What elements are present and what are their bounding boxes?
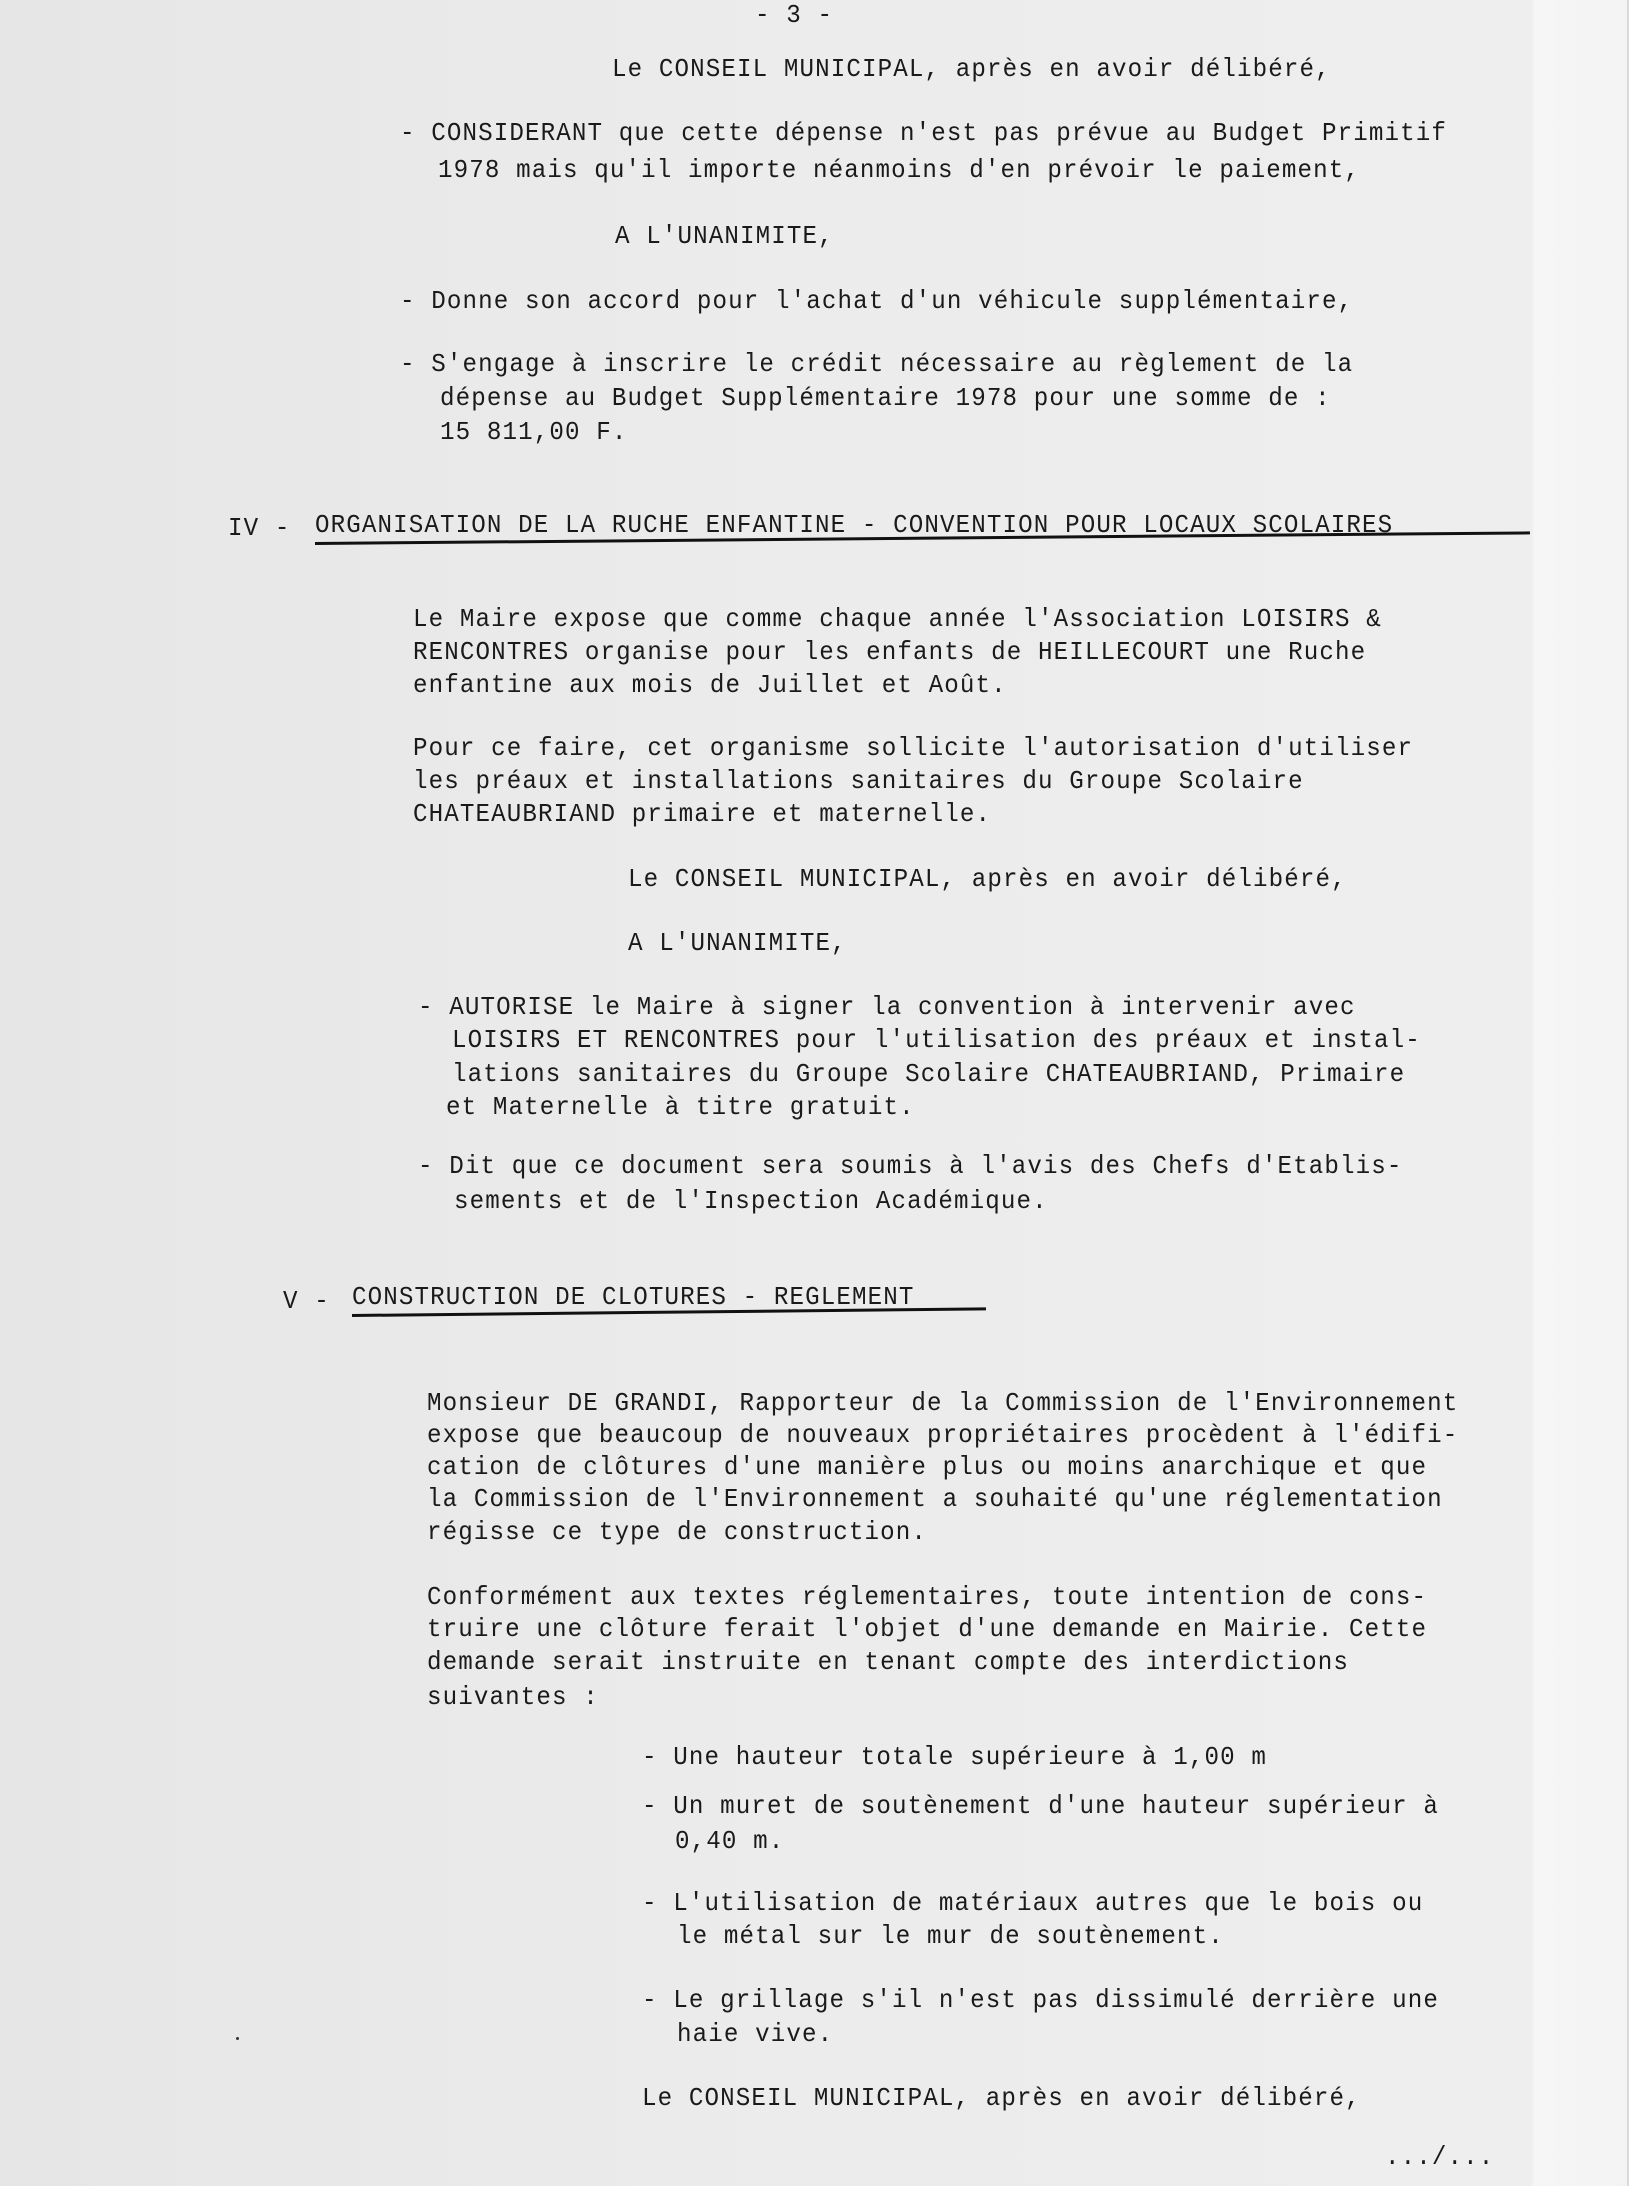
dit-line-1: - Dit que ce document sera soumis à l'avis des Chefs d'Etablis- <box>418 1151 1403 1181</box>
iv-para1-line-2: RENCONTRES organise pour les enfants de HEILLECOURT une Ruche <box>413 637 1367 667</box>
section-v-number: V - <box>283 1286 330 1316</box>
autorise-line-2: LOISIRS ET RENCONTRES pour l'utilisation des préaux et instal- <box>452 1025 1421 1055</box>
v-para1-line-5: régisse ce type de construction. <box>427 1517 928 1547</box>
autorise-line-3: lations sanitaires du Groupe Scolaire CHATEAUBRIAND, Primaire <box>452 1059 1406 1089</box>
interdiction-1: - Une hauteur totale supérieure à 1,00 m <box>642 1742 1268 1772</box>
iv-council-deliberation: Le CONSEIL MUNICIPAL, après en avoir délibéré, <box>628 864 1347 894</box>
page-number: - 3 - <box>755 0 834 30</box>
considerant-line-1: - CONSIDERANT que cette dépense n'est pas prévue au Budget Primitif <box>400 118 1447 148</box>
considerant-line-2: 1978 mais qu'il importe néanmoins d'en prévoir le paiement, <box>438 155 1360 185</box>
v-para1-line-1: Monsieur DE GRANDI, Rapporteur de la Commission de l'Environnement <box>427 1388 1459 1418</box>
donne-item: - Donne son accord pour l'achat d'un véhicule supplémentaire, <box>400 286 1354 316</box>
iv-unanimite-label: A L'UNANIMITE, <box>628 928 847 958</box>
section-iv-title: ORGANISATION DE LA RUCHE ENFANTINE - CONVENTION POUR LOCAUX SCOLAIRES <box>315 510 1394 540</box>
autorise-line-4: et Maternelle à titre gratuit. <box>446 1092 915 1122</box>
interdiction-3-line-2: le métal sur le mur de soutènement. <box>677 1921 1224 1951</box>
section-iv-number: IV - <box>228 513 291 543</box>
engage-line-2: dépense au Budget Supplémentaire 1978 pour une somme de : <box>440 383 1331 413</box>
interdiction-2-line-2: 0,40 m. <box>675 1826 785 1856</box>
interdiction-3-line-1: - L'utilisation de matériaux autres que le bois ou <box>642 1888 1424 1918</box>
iv-para2-line-1: Pour ce faire, cet organisme sollicite l'autorisation d'utiliser <box>413 733 1414 763</box>
v-para2-line-4: suivantes : <box>427 1682 599 1712</box>
interdiction-4-line-1: - Le grillage s'il n'est pas dissimulé derrière une <box>642 1985 1439 2015</box>
v-para2-line-2: truire une clôture ferait l'objet d'une demande en Mairie. Cette <box>427 1614 1428 1644</box>
v-para2-line-3: demande serait instruite en tenant compte des interdictions <box>427 1647 1349 1677</box>
speck-mark <box>236 2037 239 2040</box>
v-para2-line-1: Conformément aux textes réglementaires, toute intention de cons- <box>427 1582 1428 1612</box>
engage-line-1: - S'engage à inscrire le crédit nécessaire au règlement de la <box>400 349 1354 379</box>
interdiction-2-line-1: - Un muret de soutènement d'une hauteur supérieur à <box>642 1791 1439 1821</box>
autorise-line-1: - AUTORISE le Maire à signer la convention à intervenir avec <box>418 992 1356 1022</box>
v-para1-line-2: expose que beaucoup de nouveaux propriétaires procèdent à l'édifi- <box>427 1420 1459 1450</box>
iv-para1-line-1: Le Maire expose que comme chaque année l'Association LOISIRS & <box>413 604 1382 634</box>
v-para1-line-4: la Commission de l'Environnement a souhaité qu'une réglementation <box>427 1484 1443 1514</box>
continuation-mark: .../... <box>1385 2142 1495 2172</box>
iv-para1-line-3: enfantine aux mois de Juillet et Août. <box>413 670 1007 700</box>
v-para1-line-3: cation de clôtures d'une manière plus ou moins anarchique et que <box>427 1452 1428 1482</box>
interdiction-4-line-2: haie vive. <box>677 2019 834 2049</box>
council-deliberation: Le CONSEIL MUNICIPAL, après en avoir délibéré, <box>612 54 1331 84</box>
v-council-deliberation: Le CONSEIL MUNICIPAL, après en avoir délibéré, <box>642 2083 1361 2113</box>
section-v-title: CONSTRUCTION DE CLOTURES - REGLEMENT <box>352 1282 915 1312</box>
iv-para2-line-3: CHATEAUBRIAND primaire et maternelle. <box>413 799 992 829</box>
unanimite-label: A L'UNANIMITE, <box>615 221 834 251</box>
engage-amount: 15 811,00 F. <box>440 417 628 447</box>
iv-para2-line-2: les préaux et installations sanitaires du Groupe Scolaire <box>413 766 1304 796</box>
dit-line-2: sements et de l'Inspection Académique. <box>454 1186 1048 1216</box>
